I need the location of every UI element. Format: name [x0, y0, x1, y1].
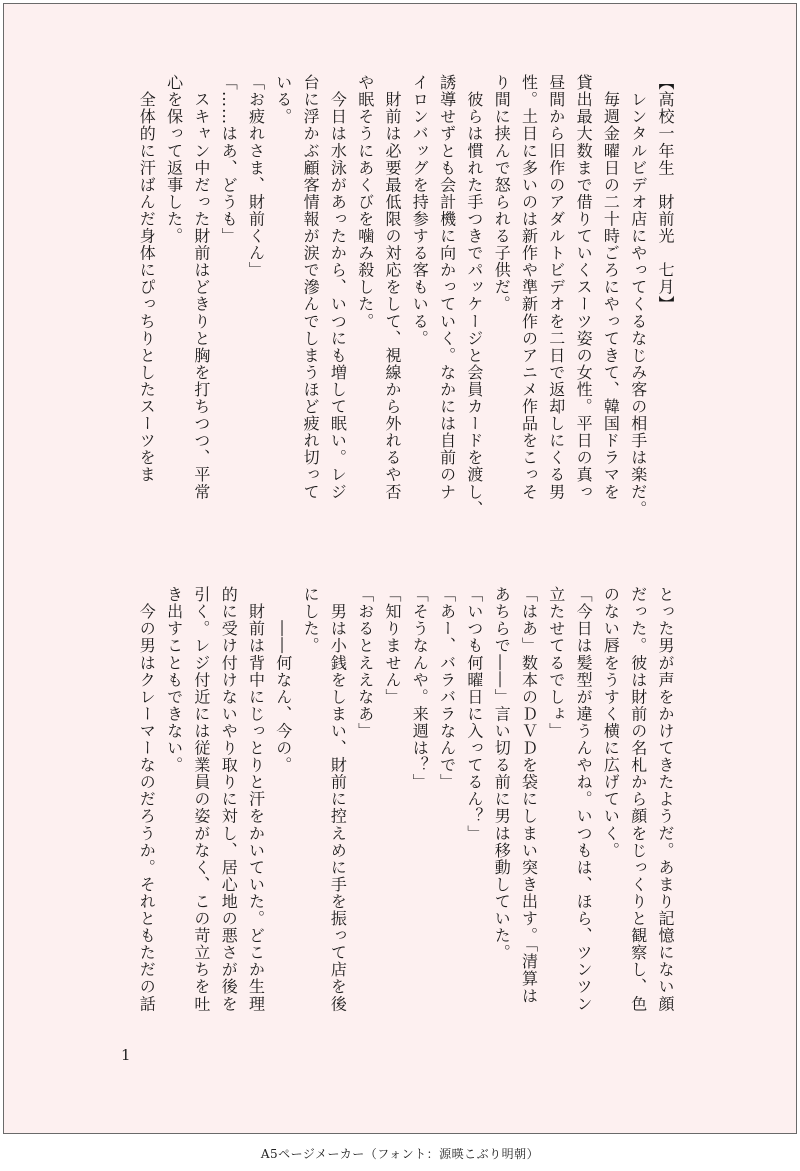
text-column: 性。土日に多いのは新作や準新作のアニメ作品をこっそ — [519, 74, 539, 501]
text-column: 財前は必要最低限の対応をして、視線から外れるや否 — [383, 74, 402, 501]
text-column: き出すこともできない。 — [164, 586, 184, 774]
text-column: あちらで――」言い切る前に男は移動していた。 — [492, 586, 512, 962]
text-column: のない唇をうすく横に広げていく。 — [601, 586, 621, 859]
text-column: とった男が声をかけてきたようだ。あまり記憶にない顔 — [656, 586, 675, 1013]
text-column: 【高校一年生 財前光 七月】 — [656, 74, 675, 313]
page-number: 1 — [121, 1046, 131, 1064]
text-column: 「知りません」 — [383, 586, 402, 706]
text-column: 財前は背中にじっとりと汗をかいていた。どこか生理 — [246, 586, 266, 1013]
text-column: だった。彼は財前の名札から顔をじっくりと観察し、色 — [628, 586, 648, 1013]
text-column: 「あー、バラバラなんで」 — [437, 586, 457, 791]
text-column: 誘導せずとも会計機に向かっていく。なかには自前のナ — [437, 74, 457, 501]
text-column: 貸出最大数まで借りていくスーツ姿の女性。平日の真っ — [574, 74, 594, 501]
text-column: や眠そうにあくびを噛み殺した。 — [355, 74, 375, 330]
text-column: り間に挟んで怒られる子供だ。 — [492, 74, 512, 313]
text-column: イロンバッグを持参する客もいる。 — [410, 74, 430, 347]
text-column: 「お疲れさま、財前くん」 — [246, 74, 266, 279]
text-column: 彼らは慣れた手つきでパッケージと会員カードを渡し、 — [464, 74, 484, 518]
manuscript-page — [3, 3, 797, 1134]
text-column: 全体的に汗ばんだ身体にぴっちりとしたスーツをま — [137, 74, 157, 484]
text-column: 今日は水泳があったから、いつにも増して眠い。レジ — [328, 74, 348, 501]
text-column: 引く。レジ付近には従業員の姿がなく、この苛立ちを吐 — [191, 586, 211, 1013]
text-column: スキャン中だった財前はどきりと胸を打ちつつ、平常 — [191, 74, 211, 501]
text-column: 「はあ」数本のＤＶＤを袋にしまい突き出す。「清算は — [519, 586, 539, 1005]
text-column: 今の男はクレーマーなのだろうか。それともただの話 — [137, 586, 157, 1013]
text-column: 男は小銭をしまい、財前に控えめに手を振って店を後 — [328, 586, 348, 1013]
text-column: 立たせてるでしょ」 — [546, 586, 566, 740]
text-column: いる。 — [273, 74, 293, 126]
text-column: 「そうなんや。来週は？」 — [410, 586, 430, 791]
text-column: ――何なん、今の。 — [273, 586, 293, 774]
text-column: 「今日は髪型が違うんやね。いつもは、ほら、ツンツン — [574, 586, 594, 1013]
text-column: にした。 — [301, 586, 321, 655]
text-column: 「おるとええなあ」 — [355, 586, 375, 740]
footer-caption: A5ページメーカー（フォント：源暎こぶり明朝） — [260, 1147, 540, 1161]
text-column: レンタルビデオ店にやってくるなじみ客の相手は楽だ。 — [628, 74, 648, 518]
text-column: 「……はあ、どうも」 — [219, 74, 239, 245]
text-column: 「いつも何曜日に入ってるん？」 — [464, 586, 484, 842]
text-column: 昼間から旧作のアダルトビデオを二日で返却しにくる男 — [546, 74, 566, 501]
text-column: 台に浮かぶ顧客情報が涙で滲んでしまうほど疲れ切って — [301, 74, 321, 501]
text-column: 的に受け付けないやり取りに対し、居心地の悪さが後を — [219, 586, 239, 1013]
text-column: 毎週金曜日の二十時ごろにやってきて、韓国ドラマを — [601, 74, 621, 501]
text-column: 心を保って返事した。 — [164, 74, 184, 245]
